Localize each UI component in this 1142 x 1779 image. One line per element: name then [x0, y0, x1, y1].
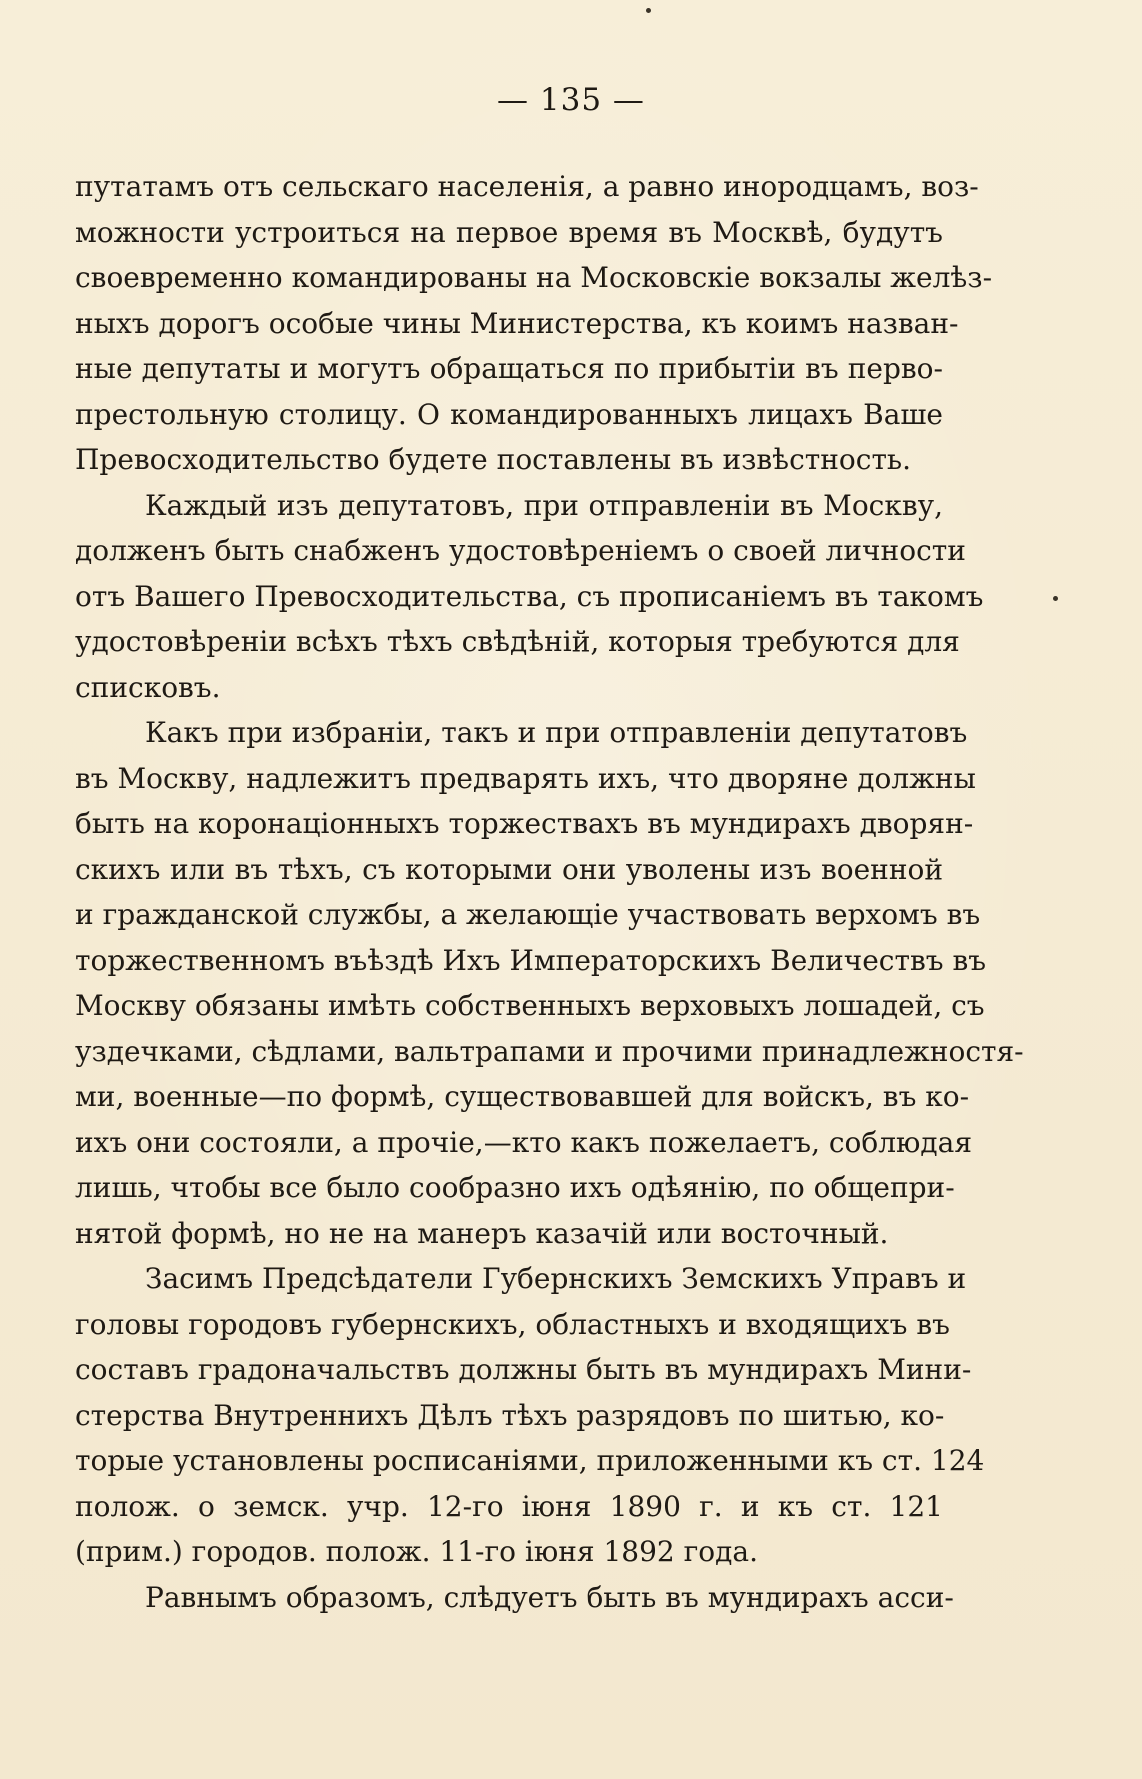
text-line: въ Москву, надлежитъ предварять ихъ, что дворяне должны: [75, 761, 976, 795]
text-line: отъ Вашего Превосходительства, съ прописаніемъ въ такомъ: [75, 579, 984, 613]
text-line: Засимъ Предсѣдатели Губернскихъ Земскихъ Управъ и: [145, 1262, 967, 1295]
text-line: списковъ.: [75, 670, 221, 704]
text-line: ихъ они состояли, а прочіе,—кто какъ пожелаетъ, соблюдая: [75, 1125, 973, 1159]
text-line: престольную столицу. О командированныхъ лицахъ Ваше: [75, 397, 943, 431]
text-line: составъ градоначальствъ должны быть въ мундирахъ Мини-: [75, 1353, 972, 1386]
text-line: ные депутаты и могутъ обращаться по прибытіи въ перво-: [75, 352, 943, 385]
text-line: Равнымъ образомъ, слѣдуетъ быть въ мундирахъ асси-: [145, 1580, 954, 1614]
text-line: скихъ или въ тѣхъ, съ которыми они уволены изъ военной: [75, 852, 943, 886]
text-line: можности устроиться на первое время въ Москвѣ, будутъ: [75, 215, 943, 249]
text-line: удостовѣреніи всѣхъ тѣхъ свѣдѣній, которыя требуются для: [75, 625, 960, 658]
text-line: стерства Внутреннихъ Дѣлъ тѣхъ разрядовъ по шитью, ко-: [75, 1398, 945, 1432]
text-line: Москву обязаны имѣть собственныхъ верховыхъ лошадей, съ: [75, 989, 985, 1022]
ink-speck-right: [1053, 596, 1058, 601]
ink-speck-top: [646, 8, 651, 13]
text-line: полож. о земск. учр. 12-го іюня 1890 г. и къ ст. 121: [75, 1489, 943, 1523]
body-text: [75, 164, 1024, 1620]
text-line: Каждый изъ депутатовъ, при отправленіи въ Москву,: [145, 488, 943, 522]
text-line: головы городовъ губернскихъ, областныхъ и входящихъ въ: [75, 1307, 950, 1341]
text-line: уздечками, сѣдлами, вальтрапами и прочими принадлежностя-: [75, 1034, 1024, 1068]
text-line: ныхъ дорогъ особые чины Министерства, къ коимъ назван-: [75, 306, 959, 340]
text-line: ми, военные—по формѣ, существовавшей для войскъ, въ ко-: [75, 1080, 970, 1113]
page-number: — 135 —: [497, 82, 645, 118]
text-line: быть на коронаціонныхъ торжествахъ въ мундирахъ дворян-: [75, 807, 974, 840]
text-line: путатамъ отъ сельскаго населенія, а равно инородцамъ, воз-: [75, 170, 979, 203]
text-line: долженъ быть снабженъ удостовѣреніемъ о своей личности: [75, 534, 966, 567]
text-line: Превосходительство будете поставлены въ извѣстность.: [75, 443, 912, 476]
text-line: и гражданской службы, а желающіе участвовать верхомъ въ: [75, 898, 981, 931]
text-line: своевременно командированы на Московскіе вокзалы желѣз-: [75, 261, 993, 294]
text-line: торые установлены росписаніями, приложенными къ ст. 124: [75, 1444, 985, 1477]
text-line: нятой формѣ, но не на манеръ казачій или восточный.: [75, 1216, 889, 1250]
text-line: Какъ при избраніи, такъ и при отправленіи депутатовъ: [145, 716, 968, 749]
text-line: лишь, чтобы все было сообразно ихъ одѣянію, по общепри-: [75, 1171, 955, 1204]
text-line: (прим.) городов. полож. 11-го іюня 1892 года.: [75, 1535, 758, 1568]
text-line: торжественномъ въѣздѣ Ихъ Императорскихъ Величествъ въ: [75, 943, 987, 977]
